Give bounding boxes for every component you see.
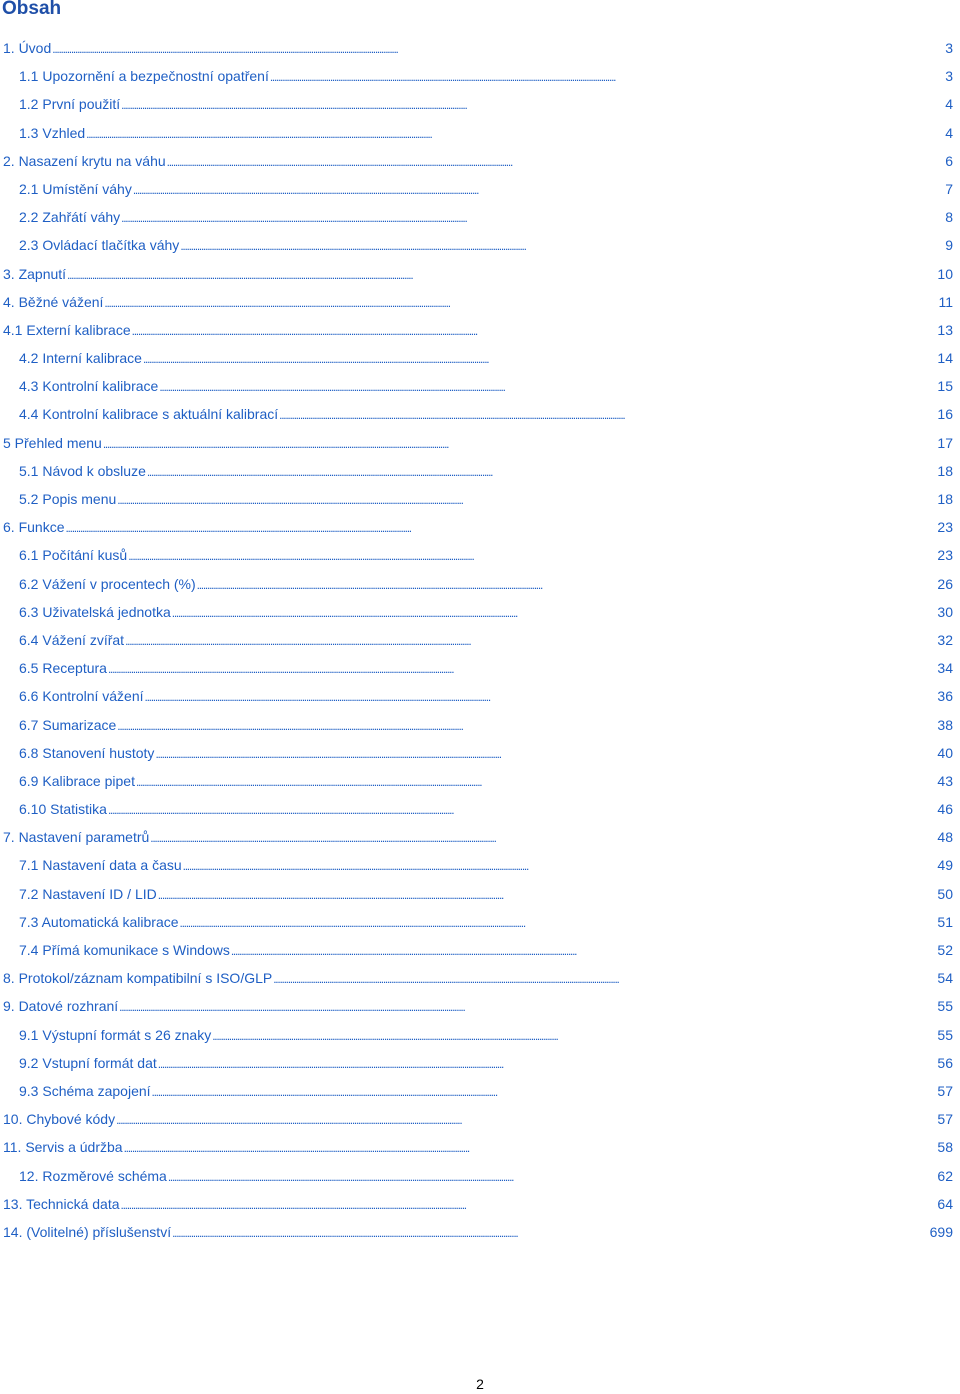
dot-leader [168,1162,937,1190]
toc-entry[interactable] [0,711,960,739]
toc-entry-page[interactable]: 34 [937,660,953,677]
toc-entry-title[interactable]: 2.2 Zahřátí váhy [19,209,121,226]
page-number: 2 [476,1376,484,1392]
toc-entry-title[interactable]: 1.2 První použití [19,96,121,113]
toc-entry-page[interactable]: 26 [937,575,953,592]
dot-leader [67,260,936,288]
toc-entry-title[interactable]: 6.3 Uživatelská jednotka [19,603,171,620]
toc-entry[interactable] [0,1077,960,1105]
dot-leader [145,682,937,710]
toc-entry[interactable] [0,795,960,823]
toc-entry-title[interactable]: 1.3 Vzhled [19,124,86,141]
toc-entry-page[interactable]: 50 [937,885,953,902]
toc-entry-page[interactable]: 6 [945,152,953,169]
toc-entry[interactable] [0,288,960,316]
toc-entry[interactable] [0,147,960,175]
toc-entry-page[interactable]: 40 [937,744,953,761]
toc-entry[interactable] [0,1105,960,1133]
toc-entry-row[interactable] [19,175,953,203]
toc-entry-title[interactable]: 1.1 Upozornění a bezpečnostní opatření [19,68,269,85]
toc-entry-title[interactable]: 2. Nasazení krytu na váhu [3,152,166,169]
toc-entry[interactable] [0,880,960,908]
toc-entry[interactable] [0,964,960,992]
dot-leader [119,992,936,1020]
dot-leader [116,1105,936,1133]
dot-leader [273,964,936,992]
toc-entry-row[interactable] [19,203,953,231]
toc-entry-title[interactable]: 5.2 Popis menu [19,491,117,507]
dot-leader [212,1021,936,1049]
toc-entry-page[interactable]: 52 [937,942,953,958]
dot-leader [133,175,944,203]
toc-entry-page[interactable]: 30 [937,603,953,620]
toc-entry-page[interactable]: 10 [937,265,953,282]
toc-entry-row[interactable] [19,795,953,823]
toc-entry-title[interactable]: 8. Protokol/záznam kompatibilní s ISO/GLP [3,970,273,987]
toc-entry-page[interactable]: 11 [938,293,953,310]
dot-leader [117,711,936,739]
toc-entry-title[interactable]: 7.4 Přímá komunikace s Windows [19,942,230,958]
dot-leader [270,62,944,90]
toc-entry-row[interactable] [19,739,953,767]
toc-entry[interactable] [0,316,960,344]
toc-entry-page[interactable]: 49 [937,857,953,874]
toc-entry-row[interactable] [19,767,953,795]
dot-leader [132,316,937,344]
toc-entry[interactable] [0,513,960,541]
toc-entry-row[interactable] [19,400,953,428]
toc-entry[interactable] [0,936,960,964]
toc-entry-title[interactable]: 5.1 Návod k obsluze [19,462,146,479]
dot-leader [125,626,936,654]
toc-entry-title[interactable]: 6.5 Receptura [19,660,107,677]
toc-entry-row[interactable] [3,1190,953,1218]
dot-leader [117,485,936,513]
toc-entry-page[interactable]: 16 [937,406,953,423]
toc-entry-title[interactable]: 14. (Volitelné) příslušenství [3,1223,172,1240]
toc-entry[interactable] [0,626,960,654]
toc-entry[interactable] [0,654,960,682]
toc-entry[interactable] [0,823,960,851]
toc-entry-row[interactable] [19,936,953,964]
dot-leader [172,1218,929,1246]
toc-entry-row[interactable] [3,1105,953,1133]
page-title: Obsah [2,0,62,19]
toc-entry-title[interactable]: 10. Chybové kódy [3,1111,116,1128]
dot-leader [103,429,937,457]
dot-leader [180,908,937,936]
dot-leader [143,344,936,372]
toc-entry-page[interactable]: 14 [937,350,953,367]
toc-entry-row[interactable] [19,1021,953,1049]
toc-entry-title[interactable]: 6.7 Sumarizace [19,716,117,733]
toc-entry-title[interactable]: 7.2 Nastavení ID / LID [19,885,157,902]
toc-entry-page[interactable]: 58 [937,1139,953,1156]
toc-entry-page[interactable]: 15 [937,378,953,395]
toc-entry-title[interactable]: 2.3 Ovládací tlačítka váhy [19,237,180,254]
toc-entry-row[interactable] [3,1133,953,1161]
toc-entry[interactable] [0,457,960,485]
toc-entry-row[interactable] [19,457,953,485]
toc-entry-title[interactable]: 9.3 Schéma zapojení [19,1082,151,1099]
toc-entry[interactable] [0,260,960,288]
toc-entry[interactable] [0,34,960,62]
toc-entry-page[interactable]: 9 [945,237,953,254]
toc-entry[interactable] [0,598,960,626]
toc-entry-title[interactable]: 1. Úvod [3,40,52,56]
toc-entry-page[interactable]: 55 [937,998,953,1015]
toc-entry-page[interactable]: 36 [937,688,953,705]
toc-entry-row[interactable] [19,62,953,90]
toc-entry-row[interactable] [19,851,953,879]
toc-entry-title[interactable]: 4.2 Interní kalibrace [19,350,142,367]
dot-leader [128,541,936,569]
toc-entry-title[interactable]: 3. Zapnutí [3,265,67,282]
toc-entry-page[interactable]: 18 [937,491,953,507]
toc-entry[interactable] [0,62,960,90]
toc-entry[interactable] [0,429,960,457]
toc-entry-title[interactable]: 7.1 Nastavení data a času [19,857,182,874]
dot-leader [65,513,936,541]
toc-entry-page[interactable]: 46 [937,801,953,818]
dot-leader [183,851,937,879]
toc-entry-row[interactable] [19,372,953,400]
toc-entry-row[interactable] [3,429,953,457]
toc-entry[interactable] [0,119,960,147]
toc-entry[interactable] [0,344,960,372]
toc-entry[interactable] [0,90,960,118]
dot-leader [172,598,937,626]
toc-list [0,34,960,1246]
toc-entry[interactable] [0,231,960,259]
toc-entry-row[interactable] [3,260,953,288]
toc-entry-row[interactable] [3,1218,953,1246]
toc-entry-page[interactable]: 38 [937,716,953,733]
toc-entry-title[interactable]: 6.1 Počítání kusů [19,547,128,564]
toc-entry-title[interactable]: 9.2 Vstupní formát dat [19,1054,157,1071]
toc-entry-title[interactable]: 7. Nastavení parametrů [3,829,150,846]
toc-entry[interactable] [0,739,960,767]
dot-leader [180,231,944,259]
toc-entry-page[interactable]: 55 [937,1026,953,1043]
toc-entry-title[interactable]: 6.4 Vážení zvířat [19,631,125,648]
toc-entry[interactable] [0,400,960,428]
toc-entry-title[interactable]: 6.6 Kontrolní vážení [19,688,144,705]
dot-leader [52,34,944,62]
toc-entry-title[interactable]: 6.8 Stanovení hustoty [19,744,155,761]
toc-entry-row[interactable] [19,598,953,626]
toc-entry-row[interactable] [19,682,953,710]
dot-leader [108,654,936,682]
toc-entry-row[interactable] [19,344,953,372]
toc-entry-row[interactable] [3,288,953,316]
toc-entry-page[interactable]: 699 [929,1223,953,1240]
dot-leader [158,1049,937,1077]
toc-entry[interactable] [0,1049,960,1077]
toc-entry-page[interactable]: 62 [937,1167,953,1184]
toc-entry-row[interactable] [3,147,953,175]
toc-entry-page[interactable]: 4 [945,96,953,113]
toc-entry-row[interactable] [19,90,953,118]
toc-entry[interactable] [0,908,960,936]
toc-entry-page[interactable]: 17 [937,434,953,451]
dot-leader [124,1133,937,1161]
dot-leader [121,203,944,231]
toc-entry-row[interactable] [19,654,953,682]
dot-leader [108,795,936,823]
toc-entry-row[interactable] [19,1162,953,1190]
toc-entry-row[interactable] [3,316,953,344]
toc-entry[interactable] [0,851,960,879]
toc-entry[interactable] [0,1021,960,1049]
dot-leader [152,1077,937,1105]
toc-entry-title[interactable]: 13. Technická data [3,1195,120,1212]
toc-entry-row[interactable] [19,1077,953,1105]
toc-entry-title[interactable]: 6.9 Kalibrace pipet [19,772,135,789]
toc-entry[interactable] [0,682,960,710]
toc-entry-title[interactable]: 11. Servis a údržba [3,1139,123,1156]
toc-entry-page[interactable]: 7 [945,180,953,197]
toc-entry[interactable] [0,1162,960,1190]
dot-leader [279,400,936,428]
toc-entry-title[interactable]: 4.4 Kontrolní kalibrace s aktuální kalibrací [19,406,279,423]
dot-leader [136,767,936,795]
toc-entry[interactable] [0,541,960,569]
dot-leader [121,1190,937,1218]
toc-entry-row[interactable] [19,1049,953,1077]
toc-entry-row[interactable] [3,964,953,992]
toc-entry-page[interactable]: 23 [937,547,953,564]
toc-entry[interactable] [0,485,960,513]
toc-entry-row[interactable] [19,485,953,513]
toc-entry-page[interactable]: 32 [937,631,953,648]
toc-entry[interactable] [0,767,960,795]
toc-entry-row[interactable] [19,908,953,936]
toc-entry[interactable] [0,203,960,231]
toc-entry[interactable] [0,1190,960,1218]
toc-entry-page[interactable]: 18 [937,462,953,479]
toc-entry-page[interactable]: 4 [945,124,953,141]
toc-entry-row[interactable] [19,626,953,654]
toc-entry-row[interactable] [19,231,953,259]
toc-entry[interactable] [0,992,960,1020]
toc-entry-title[interactable]: 6. Funkce [3,519,65,536]
dot-leader [155,739,936,767]
toc-entry-row[interactable] [19,711,953,739]
toc-entry-row[interactable] [19,541,953,569]
toc-entry-page[interactable]: 51 [937,913,953,930]
toc-entry-title[interactable]: 4. Běžné vážení [3,293,104,310]
dot-leader [158,880,937,908]
toc-entry[interactable] [0,1133,960,1161]
toc-entry-title[interactable]: 7.3 Automatická kalibrace [19,913,179,930]
toc-entry-row[interactable] [19,119,953,147]
toc-entry-title[interactable]: 6.10 Statistika [19,801,107,818]
toc-entry[interactable] [0,570,960,598]
toc-entry-page[interactable]: 48 [937,829,953,846]
toc-entry[interactable] [0,1218,960,1246]
toc-entry-title[interactable]: 6.2 Vážení v procentech (%) [19,575,196,592]
toc-entry-page[interactable]: 57 [937,1082,953,1099]
dot-leader [197,570,937,598]
toc-entry-row[interactable] [3,513,953,541]
dot-leader [104,288,937,316]
toc-entry-title[interactable]: 4.1 Externí kalibrace [3,321,131,338]
toc-entry-title[interactable]: 12. Rozměrové schéma [19,1167,167,1184]
toc-entry-row[interactable] [3,34,953,62]
toc-entry[interactable] [0,372,960,400]
toc-entry-row[interactable] [3,992,953,1020]
toc-entry-row[interactable] [19,570,953,598]
dot-leader [121,90,944,118]
toc-entry-title[interactable]: 4.3 Kontrolní kalibrace [19,378,159,395]
dot-leader [150,823,936,851]
toc-entry-row[interactable] [3,823,953,851]
dot-leader [147,457,937,485]
toc-entry-title[interactable]: 9. Datové rozhraní [3,998,119,1015]
toc-entry-page[interactable]: 8 [945,209,953,226]
toc-entry-title[interactable]: 9.1 Výstupní formát s 26 znaky [19,1026,212,1043]
dot-leader [86,119,944,147]
toc-entry-page[interactable]: 3 [945,40,953,56]
toc-entry-row[interactable] [19,880,953,908]
toc-entry[interactable] [0,175,960,203]
toc-entry-page[interactable]: 57 [937,1111,953,1128]
toc-entry-title[interactable]: 5 Přehled menu [3,434,102,451]
toc-entry-page[interactable]: 43 [937,772,953,789]
dot-leader [159,372,936,400]
toc-entry-page[interactable]: 56 [937,1054,953,1071]
dot-leader [231,936,937,964]
toc-entry-page[interactable]: 3 [945,68,953,85]
toc-entry-page[interactable]: 54 [937,970,953,987]
toc-entry-page[interactable]: 13 [937,321,953,338]
dot-leader [167,147,945,175]
toc-entry-page[interactable]: 23 [937,519,953,536]
toc-entry-title[interactable]: 2.1 Umístění váhy [19,180,132,197]
toc-entry-page[interactable]: 64 [937,1195,953,1212]
